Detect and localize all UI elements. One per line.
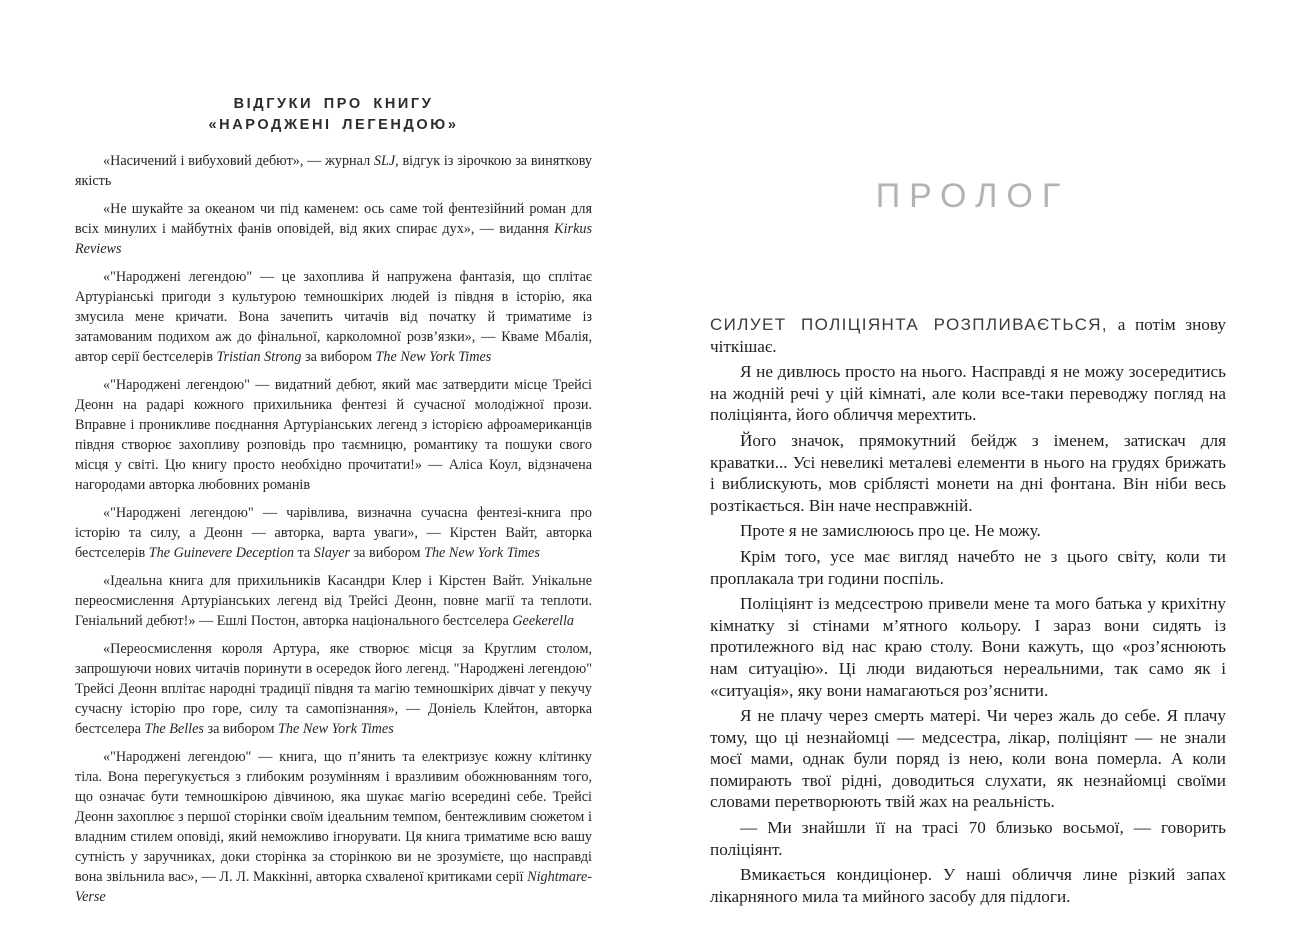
work-title: The Guinevere Deception (148, 545, 295, 561)
prologue-paragraph (710, 361, 1226, 426)
paragraph-text: Проте я не замислююсь про це. Не можу. (740, 521, 1041, 541)
quote-text: «Насичений і вибуховий дебют», — журнал (103, 153, 374, 169)
quote-text: за вибором (301, 349, 376, 365)
review-quotes (75, 151, 592, 907)
reviews-page-title (75, 94, 592, 136)
paragraph-text: Його значок, прямокутний бейдж з іменем, затискач для краватки... Усі невеликі металеві елементи в нього на грудях брижать і виблискують, мов сріблясті монети на дні фонтана. Він ніби весь розтікається. Він наче несправжній. (710, 430, 1226, 515)
review-quote (75, 199, 592, 259)
prologue-paragraph (710, 705, 1226, 813)
paragraph-opener: СИЛУЕТ ПОЛІЦІЯНТА РОЗПЛИВАЄТЬСЯ, (710, 315, 1109, 334)
paragraph-text: Я не дивлюсь просто на нього. Насправді я не можу зосередитись на жодній речі у цій кімнаті, але коли все-таки переводжу погляд на поліціянта, його обличчя мерехтить. (710, 362, 1226, 425)
prologue-paragraph (710, 314, 1226, 357)
reviews-page (75, 94, 592, 915)
quote-text: «Переосмислення короля Артура, яке створює місця за Круглим столом, запрошуючи нових читачів поринути в осередок його легенд. "Народжені легендою" Трейсі Деонн вплітає народні традиції півдня та магію темношкірих дівчат у пекучу сучасну історію про горе, силу та самопізнання», — Доніель Клейтон, авторка бестселера (75, 641, 592, 737)
work-title: The Belles (144, 721, 204, 737)
paragraph-text: Вмикається кондиціонер. У наші обличчя лине різкий запах лікарняного мила та мийного засобу для підлоги. (710, 865, 1226, 906)
review-quote (75, 639, 592, 739)
prologue-page (710, 179, 1226, 911)
quote-text: та (294, 545, 314, 561)
prologue-paragraph (710, 520, 1226, 542)
paragraph-text: Крім того, усе має вигляд начебто не з цього світу, коли ти проплакала три години поспіль. (710, 546, 1226, 588)
paragraph-text: Я не плачу через смерть матері. Чи через жаль до себе. Я плачу тому, що ці незнайомці — медсестра, лікар, поліціянт — не знали моєї мами, однак були поряд із нею, коли вона померла. А коли помирають твої рідні, доводиться слухати, як незнайомці своїми словами перетворюють твій жах на реальність. (710, 706, 1226, 812)
review-quote (75, 375, 592, 495)
work-title: Nightmare-Verse (75, 869, 592, 905)
work-title: The New York Times (277, 721, 394, 737)
paragraph-text: Поліціянт із медсестрою привели мене та мого батька у крихітну кімнатку зі стінами м’ятного кольору. І зараз вони сидять із протилежного від нас краю столу. Вони кажуть, що «роз’яснюють нам ситуацію». Ці люди видаються нереальними, так само як і «ситуація», яку вони намагаються роз’яснити. (710, 594, 1226, 700)
chapter-title: ПРОЛОГ (875, 177, 1070, 215)
review-quote (75, 747, 592, 907)
prologue-paragraph (710, 430, 1226, 516)
quote-text: «"Народжені легендою" — видатний дебют, який має затвердити місце Трейсі Деонн на радарі кожного прихильника фентезі й сучасної молодіжної прози. Вправне і проникливе поєднання Артуріанських легенд з історією афроамериканців півдня створює захопливу розповідь про таємницю, романтику та пошуки свого місця у світі. Цю книгу просто необхідно прочитати!» — Аліса Коул, відзначена нагородами авторка любовних романів (75, 377, 592, 493)
prologue-paragraph (710, 593, 1226, 701)
quote-text: за вибором (350, 545, 425, 561)
work-title: SLJ (373, 153, 396, 169)
quote-text: «Не шукайте за океаном чи під каменем: ось саме той фентезійний роман для всіх минулих і майбутніх фанів оповідей, від яких спирає дух», — видання (75, 201, 592, 237)
quote-text: «"Народжені легендою" — це захоплива й напружена фантазія, що сплітає Артуріанські пригоди з культурою темношкірих людей із півдня в історію, яка змусила мене кричати. Вона зачепить читачів від початку й триматиме із затамованим подихом аж до фінальної, карколомної розв’язки», — Кваме Мбалія, автор серії бестселерів (75, 269, 592, 365)
quote-text: «"Народжені легендою" — книга, що п’янить та електризує кожну клітинку тіла. Вона перегукується з глибоким розумінням і вразливим обожнюванням того, що означає бути темношкірою дівчиною, яка шукає магію всередині себе. Трейсі Деонн захоплює з першої сторінки своїм ідеальним темпом, бентежливим сюжетом і владним стилем оповіді, який неможливо ігнорувати. Ця книга триматиме всю вашу сутність у заручниках, доки сторінка за сторінкою ви не зрозумієте, що насправді вона звільнила вас», — Л. Л. Маккінні, авторка схваленої критиками серії (75, 749, 592, 885)
work-title: Tristian Strong (216, 349, 302, 365)
review-quote (75, 267, 592, 367)
paragraph-text: а потім знову чіткішає. (710, 315, 1227, 356)
review-quote (75, 151, 592, 191)
quote-text: за вибором (203, 721, 278, 737)
work-title: The New York Times (375, 349, 492, 365)
prologue-paragraph (710, 817, 1226, 860)
quote-text: , відгук із зірочкою за виняткову якість (75, 153, 593, 189)
paragraph-text: — Ми знайшли її на трасі 70 близько восьмої, — говорить поліціянт. (710, 818, 1226, 859)
prologue-paragraph (710, 546, 1226, 589)
reviews-title-line1: ВІДГУКИ ПРО КНИГУ (233, 96, 434, 112)
work-title: The New York Times (424, 545, 540, 561)
review-quote (75, 503, 592, 563)
quote-text: «Ідеальна книга для прихильників Касандри Клер і Кірстен Вайт. Унікальне переосмислення Артуріанських легенд від Трейсі Деонн, повне магії та теплоти. Геніальний дебют!» — Ешлі Постон, авторка національного бестселера (75, 573, 592, 629)
prologue-text (710, 314, 1226, 907)
work-title: Kirkus Reviews (75, 221, 592, 257)
reviews-title-line2: «НАРОДЖЕНІ ЛЕГЕНДОЮ» (208, 117, 459, 133)
quote-text: «"Народжені легендою" — чарівлива, визначна сучасна фентезі-книга про історію та силу, а Деонн — авторка, варта уваги», — Кірстен Вайт, авторка бестселерів (75, 505, 592, 561)
work-title: Slayer (313, 545, 351, 561)
work-title: Geekerella (512, 613, 575, 629)
review-quote (75, 571, 592, 631)
prologue-paragraph (710, 864, 1226, 907)
